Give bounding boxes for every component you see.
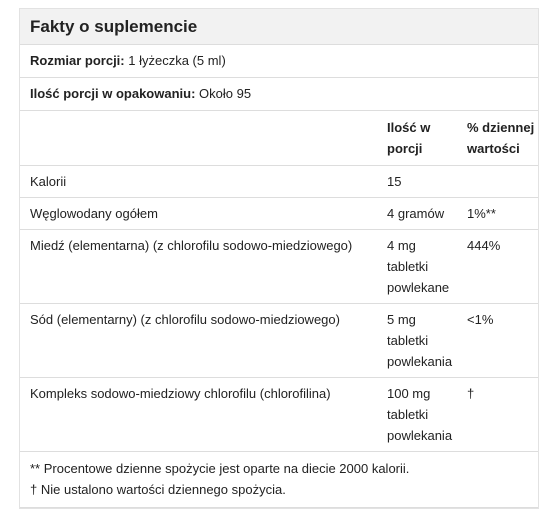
nutrient-amount-line: powlekane xyxy=(387,280,450,295)
nutrient-name: Miedź (elementarna) (z chlorofilu sodowo-miedziowego) xyxy=(20,230,387,304)
nutrient-amount-line: 4 mg xyxy=(387,238,416,253)
nutrient-rows xyxy=(20,166,538,452)
footnote-dv-basis: ** Procentowe dzienne spożycie jest oparte na diecie 2000 kalorii. xyxy=(30,461,410,476)
header-amount-line-1: Ilość w xyxy=(387,120,431,135)
footnotes xyxy=(20,452,538,508)
nutrient-amount-line: powlekania xyxy=(387,354,453,369)
servings-per-container-row xyxy=(20,78,538,111)
servings-per-container-value: Około 95 xyxy=(199,86,252,101)
header-daily-value xyxy=(467,111,538,166)
nutrient-name: Sód (elementarny) (z chlorofilu sodowo-miedziowego) xyxy=(20,304,387,378)
nutrient-name: Kompleks sodowo-miedziowy chlorofilu (chlorofilina) xyxy=(20,378,387,452)
header-amount xyxy=(387,111,467,166)
nutrient-amount-line: tabletki xyxy=(387,407,429,422)
nutrient-daily-value: <1% xyxy=(467,304,538,378)
table-row xyxy=(20,378,538,452)
nutrient-amount xyxy=(387,378,467,452)
header-amount-line-2: porcji xyxy=(387,141,423,156)
nutrient-amount-line: tabletki xyxy=(387,259,429,274)
panel-title: Fakty o suplemencie xyxy=(20,9,538,45)
table-header-row xyxy=(20,111,538,166)
nutrient-daily-value: 1%** xyxy=(467,198,538,230)
supplement-facts-panel xyxy=(19,8,539,509)
nutrient-table xyxy=(20,111,538,452)
servings-per-container-label: Ilość porcji w opakowaniu: xyxy=(30,86,196,101)
nutrient-amount-line: 100 mg xyxy=(387,386,431,401)
header-blank xyxy=(20,111,387,166)
footnote-not-established: † Nie ustalono wartości dziennego spożycia. xyxy=(30,482,286,497)
nutrient-amount xyxy=(387,304,467,378)
serving-size-label: Rozmiar porcji: xyxy=(30,53,125,68)
header-dv-line-2: wartości xyxy=(467,141,520,156)
table-row xyxy=(20,230,538,304)
serving-size-row xyxy=(20,45,538,78)
nutrient-amount xyxy=(387,230,467,304)
nutrient-amount xyxy=(387,166,467,198)
nutrient-amount-line: 4 gramów xyxy=(387,206,445,221)
header-dv-line-1: % dziennej xyxy=(467,120,535,135)
nutrient-name: Węglowodany ogółem xyxy=(20,198,387,230)
nutrient-amount-line: powlekania xyxy=(387,428,453,443)
nutrient-amount xyxy=(387,198,467,230)
table-row xyxy=(20,166,538,198)
serving-size-value: 1 łyżeczka (5 ml) xyxy=(128,53,226,68)
nutrient-name: Kalorii xyxy=(20,166,387,198)
nutrient-daily-value: † xyxy=(467,378,538,452)
table-row xyxy=(20,198,538,230)
nutrient-daily-value xyxy=(467,166,538,198)
nutrient-amount-line: tabletki xyxy=(387,333,429,348)
nutrient-amount-line: 5 mg xyxy=(387,312,416,327)
nutrient-amount-line: 15 xyxy=(387,174,402,189)
table-row xyxy=(20,304,538,378)
nutrient-daily-value: 444% xyxy=(467,230,538,304)
